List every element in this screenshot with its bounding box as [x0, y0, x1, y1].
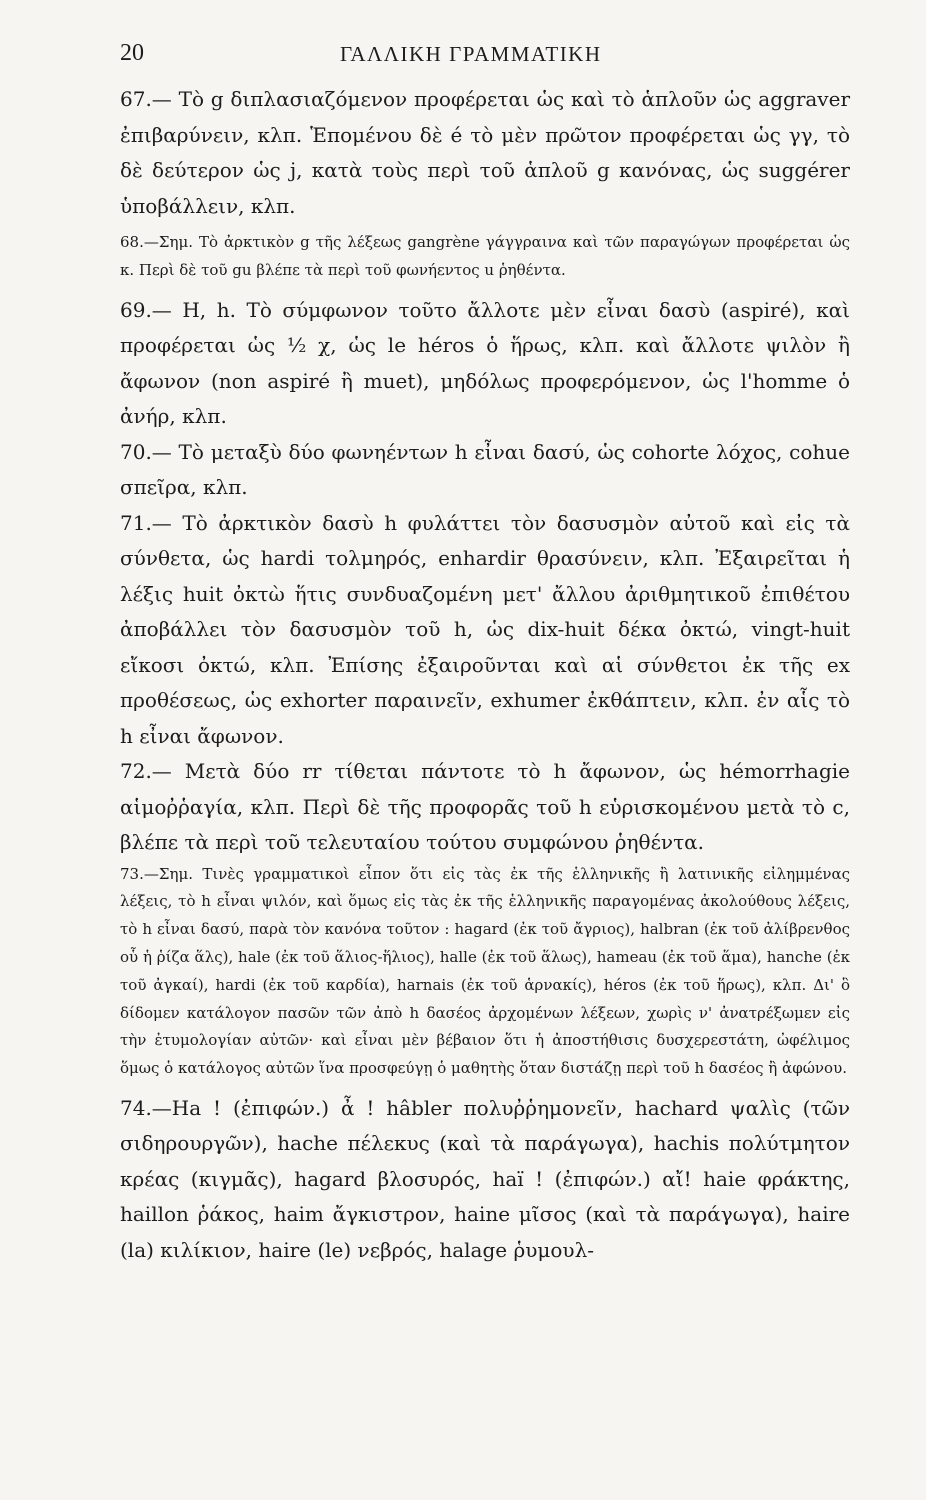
- page-header: [120, 40, 850, 80]
- paragraph-73-note: 73.—Σημ. Τινὲς γραμματικοὶ εἶπον ὅτι εἰς τὰς ἐκ τῆς ἑλληνικῆς ἢ λατινικῆς εἰλημμένας λέξεις, τὸ h εἶναι ψιλόν, καὶ ὅμως εἰς τὰς ἐκ τῆς ἑλληνικῆς παραγομένας ἀκολούθους λέξεις, τὸ h εἶναι δασύ, παρὰ τὸν κανόνα τοῦτον : hagard (ἐκ τοῦ ἄγριος), halbran (ἐκ τοῦ ἀλίβρενθος οὗ ἡ ῥίζα ἅλς), hale (ἐκ τοῦ ἅλιος-ἥλιος), halle (ἐκ τοῦ ἅλως), hameau (ἐκ τοῦ ἅμα), hanche (ἐκ τοῦ ἀγκαί), hardi (ἐκ τοῦ καρδία), harnais (ἐκ τοῦ ἁρνακίς), héros (ἐκ τοῦ ἥρως), κλπ. Δι' ὃ δίδομεν κατάλογον πασῶν τῶν ἀπὸ h δασέος ἀρχομένων λέξεων, χωρὶς ν' ἀνατρέξωμεν εἰς τὴν ἐτυμολογίαν αὐτῶν· καὶ εἶναι μὲν βέβαιον ὅτι ἡ ἀποστήθισις δυσχερεστάτη, ὠφέλιμος ὅμως ὁ κατάλογος αὐτῶν ἵνα προσφεύγῃ ὁ μαθητὴς ὅταν διστάζῃ περὶ τοῦ h δασέος ἢ ἀφώνου.: [120, 864, 850, 1078]
- paragraph-70: 70.— Τὸ μεταξὺ δύο φωνηέντων h εἶναι δασύ, ὡς cohorte λόχος, cohue σπεῖρα, κλπ.: [120, 439, 850, 500]
- page-number: 20: [120, 40, 144, 66]
- paragraph-67: 67.— Τὸ g διπλασιαζόμενον προφέρεται ὡς καὶ τὸ ἁπλοῦν ὡς aggraver ἐπιβαρύνειν, κλπ. Ἑπομένου δὲ é τὸ μὲν πρῶτον προφέρεται ὡς γγ, τὸ δὲ δεύτερον ὡς j, κατὰ τοὺς περὶ τοῦ ἁπλοῦ g κανόνας, ὡς suggérer ὑποβάλλειν, κλπ.: [120, 87, 850, 218]
- running-title: ΓΑΛΛΙΚΗ ΓΡΑΜΜΑΤΙΚΗ: [340, 42, 602, 66]
- paragraph-69: 69.— H, h. Τὸ σύμφωνον τοῦτο ἄλλοτε μὲν εἶναι δασὺ (aspiré), καὶ προφέρεται ὡς ½ χ, ὡς le héros ὁ ἥρως, κλπ. καὶ ἄλλοτε ψιλὸν ἢ ἄφωνον (non aspiré ἢ muet), μηδόλως προφερόμενον, ὡς l'homme ὁ ἀνήρ, κλπ.: [120, 297, 850, 429]
- paragraph-74: 74.—Ha ! (ἐπιφών.) ἆ ! hâbler πολυῤῥημονεῖν, hachard ψαλὶς (τῶν σιδηρουργῶν), hache πέλεκυς (καὶ τὰ παράγωγα), hachis πολύτμητον κρέας (κιγμᾶς), hagard βλοσυρός, haï ! (ἐπιφών.) αἴ! haie φράκτης, haillon ῥάκος, haim ἄγκιστρον, haine μῖσος (καὶ τὰ παράγωγα), haire (la) κιλίκιον, haire (le) νεβρός, halage ῥυμουλ-: [120, 1095, 850, 1262]
- paragraph-68-note: 68.—Σημ. Τὸ ἀρκτικὸν g τῆς λέξεως gangrène γάγγραινα καὶ τῶν παραγώγων προφέρεται ὡς κ. Περὶ δὲ τοῦ gu βλέπε τὰ περὶ τοῦ φωνήεντος u ῥηθέντα.: [120, 233, 850, 279]
- page-body: [120, 82, 850, 1268]
- paragraph-71: 71.— Τὸ ἀρκτικὸν δασὺ h φυλάττει τὸν δασυσμὸν αὐτοῦ καὶ εἰς τὰ σύνθετα, ὡς hardi τολμηρός, enhardir θρασύνειν, κλπ. Ἐξαιρεῖται ἡ λέξις huit ὀκτὼ ἥτις συνδυαζομένη μετ' ἄλλου ἀριθμητικοῦ ἐπιθέτου ἀποβάλλει τὸν δασυσμὸν τοῦ h, ὡς dix-huit δέκα ὀκτώ, vingt-huit εἴκοσι ὀκτώ, κλπ. Ἐπίσης ἐξαιροῦνται καὶ αἱ σύνθετοι ἐκ τῆς ex προθέσεως, ὡς exhorter παραινεῖν, exhumer ἐκθάπτειν, κλπ. ἐν αἷς τὸ h εἶναι ἄφωνον.: [120, 510, 850, 748]
- paragraph-72: 72.— Μετὰ δύο rr τίθεται πάντοτε τὸ h ἄφωνον, ὡς hémorrhagie αἱμοῤῥαγία, κλπ. Περὶ δὲ τῆς προφορᾶς τοῦ h εὑρισκομένου μετὰ τὸ c, βλέπε τὰ περὶ τοῦ τελευταίου τούτου συμφώνου ῥηθέντα.: [120, 759, 850, 855]
